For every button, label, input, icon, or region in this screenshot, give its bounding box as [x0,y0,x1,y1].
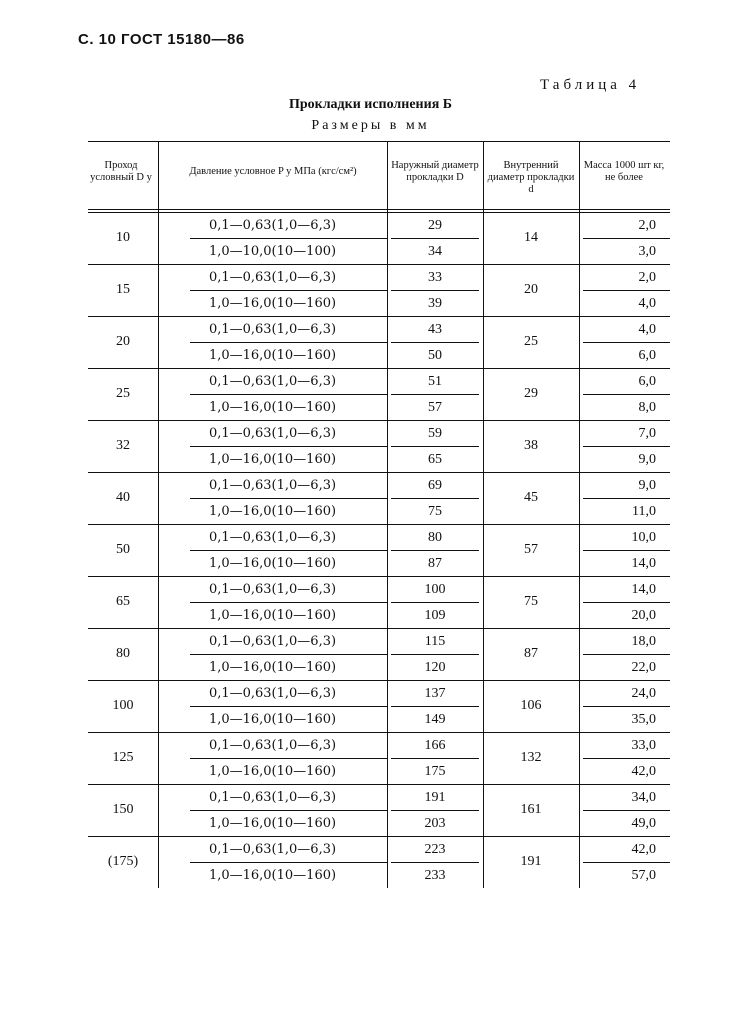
cell-pressure: 1,0—16,0(10—160) [208,868,337,883]
cell-outer-diameter: 69 [428,478,442,493]
sub-row-rule [190,758,387,759]
header-pressure: Давление условное P у МПа (кгс/см²) [189,166,357,177]
cell-outer-diameter: 109 [424,608,446,623]
cell-inner-diameter: 45 [524,490,538,505]
cell-outer-diameter: 57 [428,400,442,415]
sub-row-rule [583,758,670,759]
cell-pressure: 1,0—10,0(10—100) [208,244,337,259]
cell-pressure: 0,1—0,63(1,0—6,3) [208,218,337,233]
sub-row-rule [190,706,387,707]
cell-pressure: 1,0—16,0(10—160) [208,400,337,415]
cell-outer-diameter: 115 [424,634,446,649]
sub-row-rule [583,446,670,447]
cell-mass: 14,0 [631,582,656,597]
cell-mass: 33,0 [631,738,656,753]
cell-outer-diameter: 149 [424,712,446,727]
cell-nominal-bore: 100 [112,698,134,713]
cell-pressure: 1,0—16,0(10—160) [208,764,337,779]
cell-mass: 7,0 [638,426,656,441]
cell-mass: 3,0 [638,244,656,259]
row-rule [88,264,670,265]
cell-nominal-bore: 65 [116,594,130,609]
cell-mass: 14,0 [631,556,656,571]
sub-row-rule [391,394,479,395]
sub-row-rule [391,290,479,291]
cell-mass: 42,0 [631,842,656,857]
cell-pressure: 1,0—16,0(10—160) [208,816,337,831]
cell-mass: 8,0 [638,400,656,415]
cell-outer-diameter: 203 [424,816,446,831]
sub-row-rule [190,862,387,863]
cell-outer-diameter: 65 [428,452,442,467]
cell-outer-diameter: 120 [424,660,446,675]
cell-inner-diameter: 132 [520,750,542,765]
cell-outer-diameter: 75 [428,504,442,519]
cell-nominal-bore: (175) [107,854,139,869]
row-rule [88,732,670,733]
cell-outer-diameter: 29 [428,218,442,233]
cell-inner-diameter: 161 [520,802,542,817]
cell-mass: 34,0 [631,790,656,805]
header-nominal-bore: Проход условный D у [90,160,152,183]
sub-row-rule [583,706,670,707]
cell-outer-diameter: 50 [428,348,442,363]
cell-nominal-bore: 150 [112,802,134,817]
cell-inner-diameter: 191 [520,854,542,869]
cell-nominal-bore: 32 [116,438,130,453]
sub-row-rule [583,498,670,499]
sub-row-rule [391,238,479,239]
cell-nominal-bore: 15 [116,282,130,297]
sub-row-rule [583,654,670,655]
cell-mass: 6,0 [638,374,656,389]
sub-row-rule [190,654,387,655]
cell-inner-diameter: 20 [524,282,538,297]
cell-inner-diameter: 38 [524,438,538,453]
cell-mass: 2,0 [638,218,656,233]
sub-row-rule [583,238,670,239]
cell-mass: 35,0 [631,712,656,727]
cell-pressure: 0,1—0,63(1,0—6,3) [208,738,337,753]
row-rule [88,368,670,369]
cell-outer-diameter: 43 [428,322,442,337]
cell-mass: 18,0 [631,634,656,649]
cell-nominal-bore: 10 [116,230,130,245]
cell-mass: 24,0 [631,686,656,701]
header-inner-diameter: Внутренний диаметр прокладки d [487,160,575,195]
cell-pressure: 0,1—0,63(1,0—6,3) [208,842,337,857]
cell-outer-diameter: 223 [424,842,446,857]
cell-outer-diameter: 100 [424,582,446,597]
sub-row-rule [583,550,670,551]
cell-pressure: 0,1—0,63(1,0—6,3) [208,322,337,337]
sub-row-rule [583,394,670,395]
cell-pressure: 1,0—16,0(10—160) [208,660,337,675]
cell-mass: 42,0 [631,764,656,779]
table-top-rule [88,141,670,142]
sub-row-rule [190,810,387,811]
column-separator [483,141,484,888]
cell-pressure: 0,1—0,63(1,0—6,3) [208,634,337,649]
cell-outer-diameter: 33 [428,270,442,285]
row-rule [88,576,670,577]
cell-pressure: 0,1—0,63(1,0—6,3) [208,686,337,701]
cell-outer-diameter: 34 [428,244,442,259]
sub-row-rule [391,654,479,655]
table-units: Размеры в мм [311,118,430,133]
cell-pressure: 1,0—16,0(10—160) [208,296,337,311]
sub-row-rule [391,862,479,863]
cell-outer-diameter: 80 [428,530,442,545]
header-mass: Масса 1000 шт кг, не более [583,160,665,183]
row-rule [88,316,670,317]
cell-nominal-bore: 125 [112,750,134,765]
header-rule-2 [88,212,670,213]
cell-inner-diameter: 29 [524,386,538,401]
cell-nominal-bore: 25 [116,386,130,401]
row-rule [88,472,670,473]
cell-mass: 9,0 [638,452,656,467]
cell-outer-diameter: 233 [424,868,446,883]
sub-row-rule [391,758,479,759]
sub-row-rule [190,394,387,395]
table-label: Таблица 4 [540,77,641,93]
row-rule [88,836,670,837]
cell-pressure: 1,0—16,0(10—160) [208,556,337,571]
cell-nominal-bore: 40 [116,490,130,505]
sub-row-rule [391,498,479,499]
cell-outer-diameter: 39 [428,296,442,311]
sub-row-rule [583,810,670,811]
header-outer-diameter: Наружный диаметр прокладки D [391,160,479,183]
cell-mass: 49,0 [631,816,656,831]
cell-outer-diameter: 137 [424,686,446,701]
cell-pressure: 1,0—16,0(10—160) [208,348,337,363]
cell-outer-diameter: 191 [424,790,446,805]
cell-outer-diameter: 175 [424,764,446,779]
cell-nominal-bore: 50 [116,542,130,557]
cell-pressure: 0,1—0,63(1,0—6,3) [208,270,337,285]
cell-inner-diameter: 106 [520,698,542,713]
row-rule [88,524,670,525]
header-rule [88,209,670,210]
cell-mass: 4,0 [638,296,656,311]
cell-pressure: 0,1—0,63(1,0—6,3) [208,374,337,389]
cell-mass: 2,0 [638,270,656,285]
cell-outer-diameter: 59 [428,426,442,441]
cell-inner-diameter: 14 [524,230,538,245]
sub-row-rule [190,238,387,239]
sub-row-rule [190,342,387,343]
cell-pressure: 1,0—16,0(10—160) [208,452,337,467]
row-rule [88,628,670,629]
sub-row-rule [391,550,479,551]
row-rule [88,680,670,681]
sub-row-rule [190,550,387,551]
cell-outer-diameter: 87 [428,556,442,571]
table-title: Прокладки исполнения Б [288,97,453,112]
cell-mass: 10,0 [631,530,656,545]
cell-pressure: 0,1—0,63(1,0—6,3) [208,478,337,493]
cell-pressure: 1,0—16,0(10—160) [208,712,337,727]
sub-row-rule [391,446,479,447]
sub-row-rule [583,602,670,603]
cell-mass: 9,0 [638,478,656,493]
cell-pressure: 0,1—0,63(1,0—6,3) [208,582,337,597]
sub-row-rule [190,602,387,603]
sub-row-rule [583,290,670,291]
sub-row-rule [190,446,387,447]
sub-row-rule [583,862,670,863]
sub-row-rule [583,342,670,343]
cell-mass: 11,0 [632,504,656,519]
row-rule [88,420,670,421]
cell-mass: 4,0 [638,322,656,337]
cell-pressure: 0,1—0,63(1,0—6,3) [208,790,337,805]
cell-mass: 22,0 [631,660,656,675]
sub-row-rule [391,602,479,603]
sub-row-rule [190,290,387,291]
cell-inner-diameter: 57 [524,542,538,557]
sub-row-rule [391,342,479,343]
cell-mass: 57,0 [631,868,656,883]
cell-inner-diameter: 25 [524,334,538,349]
cell-pressure: 0,1—0,63(1,0—6,3) [208,530,337,545]
cell-pressure: 1,0—16,0(10—160) [208,608,337,623]
cell-inner-diameter: 75 [524,594,538,609]
cell-outer-diameter: 166 [424,738,446,753]
cell-pressure: 0,1—0,63(1,0—6,3) [208,426,337,441]
sub-row-rule [391,810,479,811]
cell-inner-diameter: 87 [524,646,538,661]
page-header: С. 10 ГОСТ 15180—86 [78,31,245,48]
sub-row-rule [391,706,479,707]
cell-outer-diameter: 51 [428,374,442,389]
cell-nominal-bore: 20 [116,334,130,349]
cell-mass: 6,0 [638,348,656,363]
sub-row-rule [190,498,387,499]
row-rule [88,784,670,785]
cell-nominal-bore: 80 [116,646,130,661]
cell-mass: 20,0 [631,608,656,623]
cell-pressure: 1,0—16,0(10—160) [208,504,337,519]
